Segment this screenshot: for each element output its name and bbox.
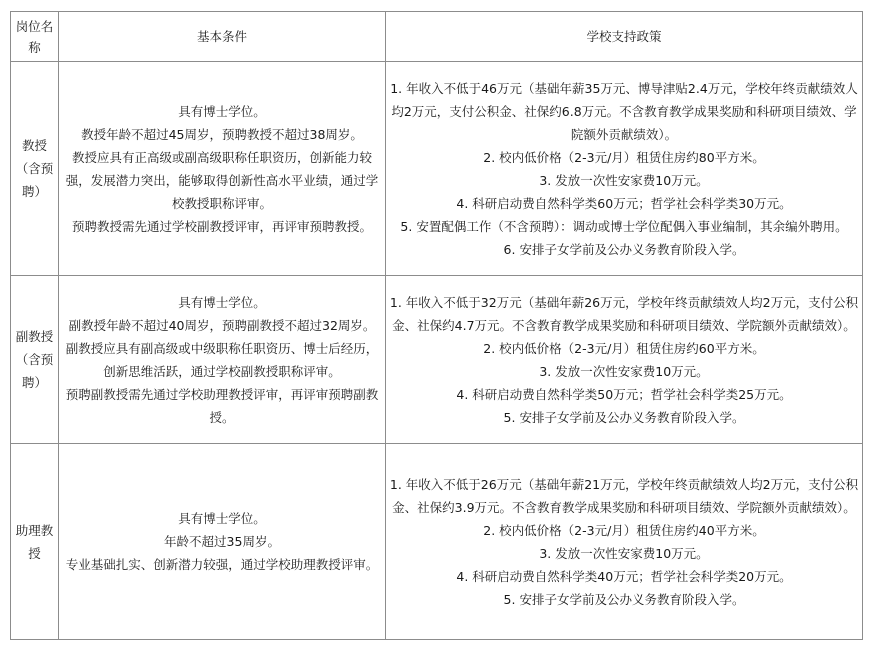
support-policy-line: 2. 校内低价格（2-3元/月）租赁住房约40平方米。 — [483, 522, 765, 538]
basic-conditions-cell — [59, 276, 386, 444]
basic-condition-line: 预聘副教授需先通过学校助理教授评审，再评审预聘副教授。 — [65, 386, 379, 425]
support-policy-line: 1. 年收入不低于32万元（基础年薪26万元，学校年终贡献绩效人均2万元，支付公积金、社保约4.7万元。不含教育教学成果奖励和科研项目绩效、学院额外贡献绩效）。 — [389, 294, 859, 333]
basic-condition-line: 具有博士学位。 — [178, 511, 266, 526]
position-cell: 助理教授 — [11, 444, 59, 640]
support-policy-line: 5. 安排子女学前及公办义务教育阶段入学。 — [503, 409, 745, 425]
basic-conditions-cell — [59, 444, 386, 640]
table-row — [11, 444, 863, 640]
basic-condition-line: 专业基础扎实、创新潜力较强，通过学校助理教授评审。 — [65, 557, 379, 572]
basic-condition-line: 具有博士学位。 — [178, 294, 266, 310]
basic-condition-line: 副教授年龄不超过40周岁，预聘副教授不超过32周岁。 — [68, 317, 376, 333]
support-policy-line: 4. 科研启动费自然科学类60万元；哲学社会科学类30万元。 — [456, 195, 792, 211]
basic-condition-line: 副教授应具有副高级或中级职称任职资历、博士后经历，创新思维活跃，通过学校副教授职称评审。 — [65, 340, 379, 379]
header-basic-conditions: 基本条件 — [59, 12, 386, 62]
table-header-row — [11, 12, 863, 62]
support-policy-line: 3. 发放一次性安家费10万元。 — [539, 545, 709, 561]
table-row — [11, 276, 863, 444]
table-row — [11, 62, 863, 276]
policy-table — [10, 11, 863, 640]
support-policy-line: 2. 校内低价格（2-3元/月）租赁住房约60平方米。 — [483, 340, 765, 356]
support-policy-line: 5. 安置配偶工作（不含预聘）：调动或博士学位配偶入事业编制，其余编外聘用。 — [400, 218, 848, 234]
basic-condition-line: 具有博士学位。 — [178, 103, 266, 119]
support-policy-line: 6. 安排子女学前及公办义务教育阶段入学。 — [503, 241, 745, 257]
support-policy-line: 4. 科研启动费自然科学类40万元；哲学社会科学类20万元。 — [456, 568, 792, 584]
basic-condition-line: 教授应具有正高级或副高级职称任职资历，创新能力较强，发展潜力突出，能够取得创新性高水平业绩，通过学校教授职称评审。 — [65, 149, 379, 211]
support-policy-line: 3. 发放一次性安家费10万元。 — [539, 172, 709, 188]
position-cell: 副教授（含预聘） — [11, 276, 59, 444]
support-policy-cell — [386, 276, 863, 444]
header-support-policy: 学校支持政策 — [386, 12, 863, 62]
support-policy-line: 2. 校内低价格（2-3元/月）租赁住房约80平方米。 — [483, 149, 765, 165]
header-position: 岗位名称 — [11, 12, 59, 62]
support-policy-cell — [386, 444, 863, 640]
support-policy-line: 1. 年收入不低于46万元（基础年薪35万元、博导津贴2.4万元，学校年终贡献绩效人均2万元，支付公积金、社保约6.8万元。不含教育教学成果奖励和科研项目绩效、学院额外贡献绩效）。 — [390, 80, 858, 142]
basic-condition-line: 教授年龄不超过45周岁，预聘教授不超过38周岁。 — [81, 126, 363, 142]
support-policy-line: 1. 年收入不低于26万元（基础年薪21万元，学校年终贡献绩效人均2万元，支付公积金、社保约3.9万元。不含教育教学成果奖励和科研项目绩效、学院额外贡献绩效）。 — [389, 476, 859, 515]
support-policy-line: 4. 科研启动费自然科学类50万元；哲学社会科学类25万元。 — [456, 386, 792, 402]
basic-condition-line: 年龄不超过35周岁。 — [164, 534, 280, 549]
basic-conditions-cell — [59, 62, 386, 276]
position-cell: 教授（含预聘） — [11, 62, 59, 276]
support-policy-line: 3. 发放一次性安家费10万元。 — [539, 363, 709, 379]
support-policy-cell — [386, 62, 863, 276]
support-policy-line: 5. 安排子女学前及公办义务教育阶段入学。 — [503, 591, 745, 607]
basic-condition-line: 预聘教授需先通过学校副教授评审，再评审预聘教授。 — [71, 218, 372, 234]
